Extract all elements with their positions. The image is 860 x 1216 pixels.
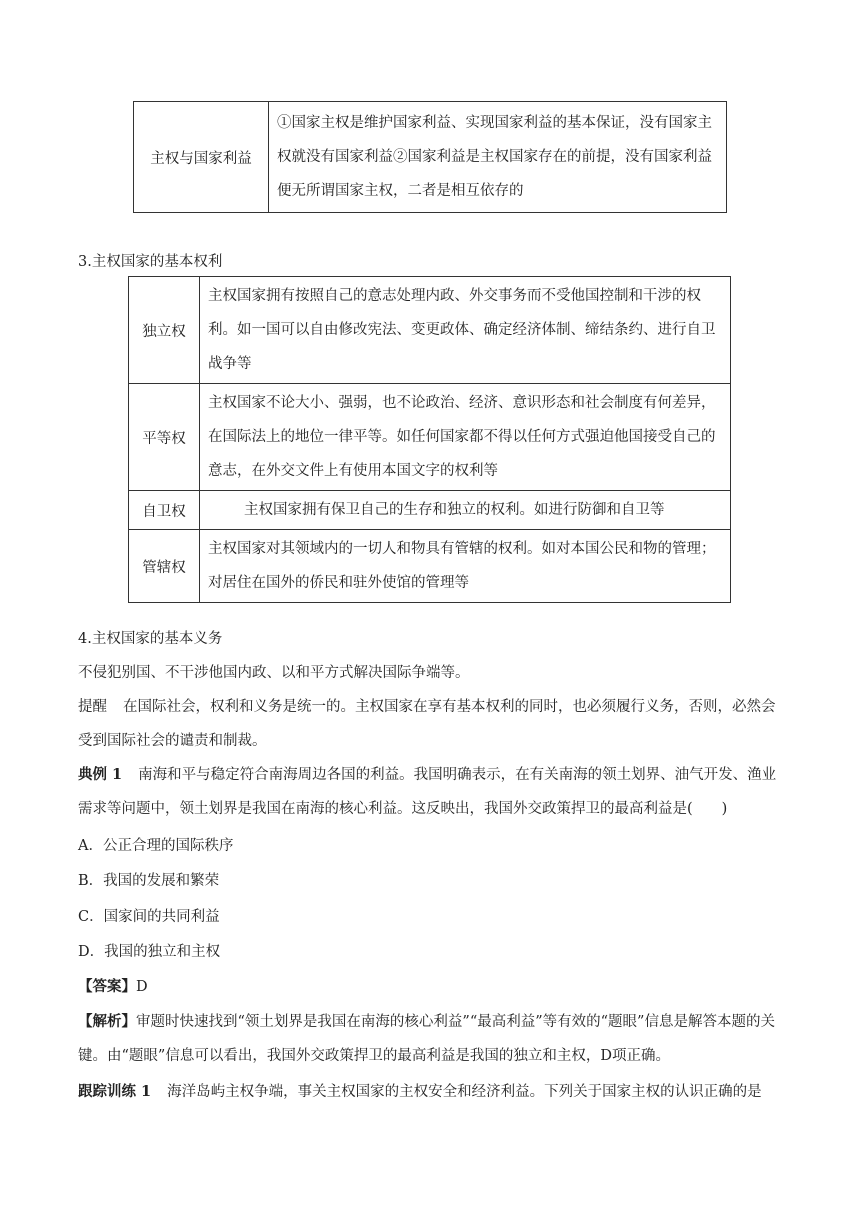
right-label: 独立权 bbox=[129, 277, 200, 384]
table-row bbox=[134, 102, 727, 213]
rights-table bbox=[128, 276, 731, 603]
analysis-text: 审题时快速找到“领土划界是我国在南海的核心利益”“最高利益”等有效的“题眼”信息是解答本题的关键。由“题眼”信息可以看出，我国外交政策捍卫的最高利益是我国的独立和主权，D项正确。 bbox=[78, 1014, 775, 1064]
example-question bbox=[78, 758, 788, 826]
section-4-heading: 4.主权国家的基本义务 bbox=[78, 631, 223, 647]
analysis-paragraph bbox=[78, 1005, 788, 1073]
section-3-heading: 3.主权国家的基本权利 bbox=[78, 254, 223, 270]
answer-label: 【答案】 bbox=[78, 978, 136, 995]
table-row bbox=[129, 530, 731, 603]
analysis-label: 【解析】 bbox=[78, 1013, 136, 1030]
training-paragraph bbox=[78, 1075, 788, 1109]
table-row bbox=[129, 491, 731, 530]
option-b: B．我国的发展和繁荣 bbox=[78, 873, 220, 889]
table-row bbox=[129, 384, 731, 491]
training-label: 跟踪训练 1 bbox=[78, 1083, 152, 1100]
answer-value: D bbox=[136, 979, 148, 995]
training-text: 海洋岛屿主权争端，事关主权国家的主权安全和经济利益。下列关于国家主权的认识正确的是 bbox=[167, 1084, 762, 1100]
right-label: 自卫权 bbox=[129, 491, 200, 530]
answer-line bbox=[78, 970, 788, 1004]
sovereignty-interest-table bbox=[133, 101, 727, 213]
table-content-cell: ①国家主权是维护国家利益、实现国家利益的基本保证，没有国家主权就没有国家利益②国家利益是主权国家存在的前提，没有国家利益便无所谓国家主权，二者是相互依存的 bbox=[269, 102, 727, 213]
right-content: 主权国家不论大小、强弱，也不论政治、经济、意识形态和社会制度有何差异，在国际法上的地位一律平等。如任何国家都不得以任何方式强迫他国接受自己的意志，在外交文件上有使用本国文字的权利等 bbox=[200, 384, 731, 491]
option-c: C．国家间的共同利益 bbox=[78, 909, 220, 925]
section-4-body: 不侵犯别国、不干涉他国内政、以和平方式解决国际争端等。 bbox=[78, 665, 470, 681]
option-d: D．我国的独立和主权 bbox=[78, 944, 221, 960]
table-label-cell: 主权与国家利益 bbox=[134, 102, 269, 213]
reminder-paragraph bbox=[78, 690, 788, 758]
example-label: 典例 1 bbox=[78, 766, 123, 783]
right-content: 主权国家拥有保卫自己的生存和独立的权利。如进行防御和自卫等 bbox=[200, 491, 731, 530]
right-label: 管辖权 bbox=[129, 530, 200, 603]
reminder-label: 提醒 bbox=[78, 699, 107, 715]
right-content: 主权国家拥有按照自己的意志处理内政、外交事务而不受他国控制和干涉的权利。如一国可以自由修改宪法、变更政体、确定经济体制、缔结条约、进行自卫战争等 bbox=[200, 277, 731, 384]
right-label: 平等权 bbox=[129, 384, 200, 491]
example-question-text: 南海和平与稳定符合南海周边各国的利益。我国明确表示，在有关南海的领土划界、油气开发、渔业需求等问题中，领土划界是我国在南海的核心利益。这反映出，我国外交政策捍卫的最高利益是( ) bbox=[78, 767, 777, 817]
reminder-text: 在国际社会，权利和义务是统一的。主权国家在享有基本权利的同时，也必须履行义务，否则，必然会受到国际社会的谴责和制裁。 bbox=[78, 699, 776, 749]
option-a: A．公正合理的国际秩序 bbox=[78, 838, 234, 854]
table-row bbox=[129, 277, 731, 384]
right-content: 主权国家对其领域内的一切人和物具有管辖的权利。如对本国公民和物的管理；对居住在国外的侨民和驻外使馆的管理等 bbox=[200, 530, 731, 603]
